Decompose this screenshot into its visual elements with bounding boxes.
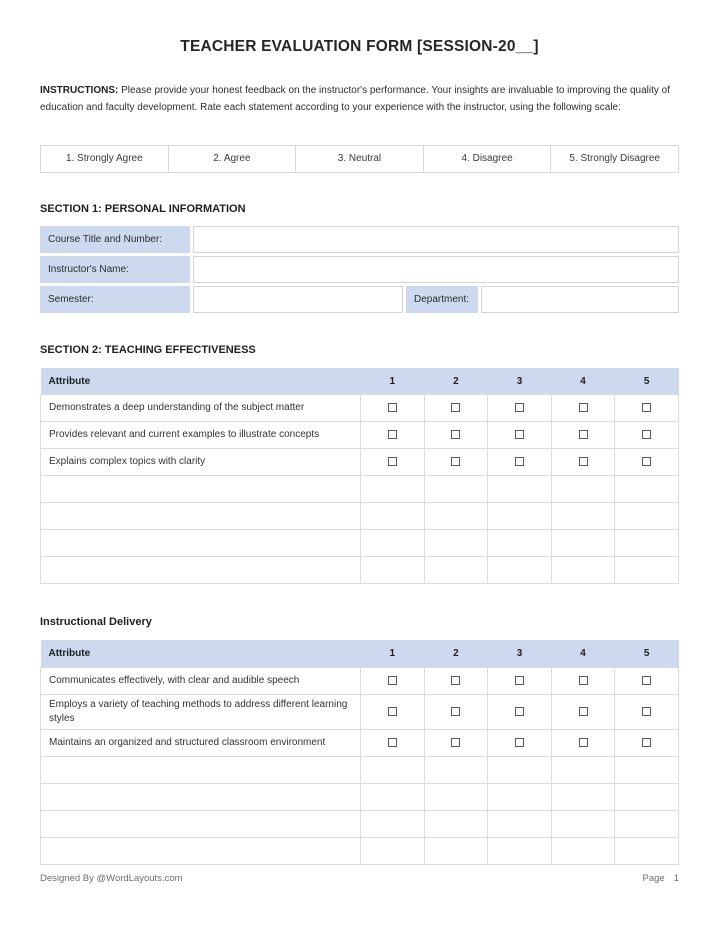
effectiveness-table — [40, 368, 679, 585]
rating-checkbox[interactable] — [388, 707, 397, 716]
empty-rating-cell[interactable] — [424, 756, 488, 783]
attribute-header: Attribute — [41, 368, 361, 395]
empty-row — [41, 557, 679, 584]
instructor-row — [40, 256, 679, 283]
rating-header-2: 2 — [424, 640, 488, 667]
rating-cell — [551, 422, 615, 449]
semester-field[interactable] — [193, 286, 403, 313]
rating-cell — [424, 422, 488, 449]
empty-row — [41, 503, 679, 530]
rating-checkbox[interactable] — [515, 676, 524, 685]
rating-checkbox[interactable] — [388, 738, 397, 747]
rating-scale-row — [41, 145, 679, 172]
attribute-row — [41, 395, 679, 422]
empty-attribute-cell[interactable] — [41, 530, 361, 557]
attribute-text: Demonstrates a deep understanding of the subject matter — [41, 395, 361, 422]
empty-rating-cell[interactable] — [361, 783, 425, 810]
empty-row — [41, 810, 679, 837]
rating-checkbox[interactable] — [642, 707, 651, 716]
attribute-row — [41, 694, 679, 729]
empty-rating-cell[interactable] — [361, 530, 425, 557]
form-title: TEACHER EVALUATION FORM [SESSION-20__] — [180, 38, 539, 55]
rating-checkbox[interactable] — [388, 430, 397, 439]
rating-cell — [615, 449, 679, 476]
rating-cell — [551, 694, 615, 729]
delivery-table — [40, 640, 679, 865]
department-field[interactable] — [481, 286, 679, 313]
empty-rating-cell[interactable] — [615, 503, 679, 530]
rating-checkbox[interactable] — [515, 430, 524, 439]
semester-label: Semester: — [40, 286, 190, 313]
empty-rating-cell[interactable] — [488, 837, 552, 864]
rating-cell — [488, 422, 552, 449]
rating-checkbox[interactable] — [579, 430, 588, 439]
rating-checkbox[interactable] — [579, 738, 588, 747]
attribute-text: Employs a variety of teaching methods to address different learning styles — [41, 694, 361, 729]
rating-checkbox[interactable] — [642, 457, 651, 466]
rating-checkbox[interactable] — [579, 403, 588, 412]
empty-rating-cell[interactable] — [615, 530, 679, 557]
section2-heading: SECTION 2: TEACHING EFFECTIVENESS — [40, 343, 256, 356]
page-number — [643, 873, 679, 884]
rating-checkbox[interactable] — [579, 457, 588, 466]
instructional-delivery-heading: Instructional Delivery — [40, 616, 152, 629]
rating-checkbox[interactable] — [451, 403, 460, 412]
empty-rating-cell[interactable] — [361, 557, 425, 584]
rating-header-1: 1 — [361, 368, 425, 395]
empty-rating-cell[interactable] — [488, 557, 552, 584]
rating-cell — [424, 729, 488, 756]
empty-rating-cell[interactable] — [615, 837, 679, 864]
rating-header-4: 4 — [551, 368, 615, 395]
attribute-row — [41, 729, 679, 756]
page-number-value: 1 — [673, 872, 679, 884]
attribute-text: Communicates effectively, with clear and audible speech — [41, 667, 361, 694]
page-label: Page — [642, 872, 665, 884]
rating-cell — [488, 694, 552, 729]
rating-cell — [361, 395, 425, 422]
rating-checkbox[interactable] — [515, 403, 524, 412]
rating-cell — [615, 395, 679, 422]
attribute-text: Provides relevant and current examples to illustrate concepts — [41, 422, 361, 449]
department-label: Department: — [406, 286, 478, 313]
empty-rating-cell[interactable] — [615, 756, 679, 783]
rating-checkbox[interactable] — [579, 676, 588, 685]
instructions-paragraph — [40, 82, 679, 117]
rating-header-3: 3 — [488, 368, 552, 395]
empty-attribute-cell[interactable] — [41, 503, 361, 530]
rating-cell — [361, 449, 425, 476]
rating-header-4: 4 — [551, 640, 615, 667]
rating-checkbox[interactable] — [515, 738, 524, 747]
empty-rating-cell[interactable] — [551, 503, 615, 530]
attribute-header: Attribute — [41, 640, 361, 667]
rating-checkbox[interactable] — [515, 457, 524, 466]
attribute-row — [41, 449, 679, 476]
rating-cell — [488, 395, 552, 422]
rating-cell — [488, 667, 552, 694]
course-title-label: Course Title and Number: — [40, 226, 190, 253]
attribute-row — [41, 422, 679, 449]
personal-info-table — [37, 223, 682, 316]
instructions-label: INSTRUCTIONS: — [40, 85, 119, 96]
scale-option-agree: 2. Agree — [168, 145, 296, 172]
instructions-text: Please provide your honest feedback on the instructor's performance. Your insights are invaluable to improving the quality of education and faculty development. Rate each statement according to your experience with the instructor, using the following scale: — [40, 85, 671, 114]
rating-cell — [551, 449, 615, 476]
empty-rating-cell[interactable] — [488, 756, 552, 783]
effectiveness-header-row — [41, 368, 679, 395]
rating-checkbox[interactable] — [579, 707, 588, 716]
empty-rating-cell[interactable] — [488, 783, 552, 810]
rating-scale-table — [40, 145, 679, 173]
empty-attribute-cell[interactable] — [41, 783, 361, 810]
rating-checkbox[interactable] — [388, 676, 397, 685]
rating-cell — [488, 729, 552, 756]
course-title-field[interactable] — [193, 226, 679, 253]
delivery-header-row — [41, 640, 679, 667]
rating-checkbox[interactable] — [451, 430, 460, 439]
attribute-text: Explains complex topics with clarity — [41, 449, 361, 476]
rating-cell — [615, 729, 679, 756]
empty-rating-cell[interactable] — [488, 530, 552, 557]
empty-rating-cell[interactable] — [551, 783, 615, 810]
semester-department-row — [40, 286, 679, 313]
empty-attribute-cell[interactable] — [41, 756, 361, 783]
empty-attribute-cell[interactable] — [41, 476, 361, 503]
rating-checkbox[interactable] — [642, 430, 651, 439]
empty-rating-cell[interactable] — [424, 837, 488, 864]
empty-rating-cell[interactable] — [361, 756, 425, 783]
empty-rating-cell[interactable] — [615, 783, 679, 810]
rating-cell — [361, 667, 425, 694]
empty-attribute-cell[interactable] — [41, 810, 361, 837]
rating-header-2: 2 — [424, 368, 488, 395]
instructor-name-field[interactable] — [193, 256, 679, 283]
rating-cell — [361, 694, 425, 729]
rating-cell — [424, 667, 488, 694]
section1-heading: SECTION 1: PERSONAL INFORMATION — [40, 202, 246, 215]
empty-rating-cell[interactable] — [551, 756, 615, 783]
rating-checkbox[interactable] — [451, 707, 460, 716]
scale-option-neutral: 3. Neutral — [296, 145, 424, 172]
rating-cell — [361, 422, 425, 449]
rating-checkbox[interactable] — [451, 676, 460, 685]
empty-rating-cell[interactable] — [488, 476, 552, 503]
empty-rating-cell[interactable] — [551, 557, 615, 584]
rating-checkbox[interactable] — [388, 457, 397, 466]
rating-cell — [551, 667, 615, 694]
empty-rating-cell[interactable] — [551, 476, 615, 503]
scale-option-strongly-disagree: 5. Strongly Disagree — [551, 145, 679, 172]
rating-header-5: 5 — [615, 640, 679, 667]
empty-row — [41, 837, 679, 864]
rating-cell — [424, 395, 488, 422]
rating-cell — [424, 449, 488, 476]
attribute-row — [41, 667, 679, 694]
scale-option-disagree: 4. Disagree — [423, 145, 551, 172]
rating-header-5: 5 — [615, 368, 679, 395]
empty-row — [41, 476, 679, 503]
empty-rating-cell[interactable] — [551, 837, 615, 864]
empty-row — [41, 783, 679, 810]
empty-rating-cell[interactable] — [424, 503, 488, 530]
empty-rating-cell[interactable] — [615, 810, 679, 837]
designed-by-credit: Designed By @WordLayouts.com — [40, 872, 183, 884]
rating-cell — [361, 729, 425, 756]
empty-rating-cell[interactable] — [361, 810, 425, 837]
rating-cell — [551, 729, 615, 756]
rating-cell — [551, 395, 615, 422]
empty-rating-cell[interactable] — [361, 476, 425, 503]
instructor-name-label: Instructor's Name: — [40, 256, 190, 283]
rating-checkbox[interactable] — [388, 403, 397, 412]
rating-checkbox[interactable] — [642, 676, 651, 685]
empty-rating-cell[interactable] — [551, 530, 615, 557]
empty-rating-cell[interactable] — [424, 810, 488, 837]
rating-cell — [615, 422, 679, 449]
rating-checkbox[interactable] — [515, 707, 524, 716]
rating-checkbox[interactable] — [642, 403, 651, 412]
page-footer — [40, 873, 679, 884]
rating-checkbox[interactable] — [451, 457, 460, 466]
empty-rating-cell[interactable] — [424, 476, 488, 503]
empty-rating-cell[interactable] — [424, 783, 488, 810]
rating-cell — [615, 667, 679, 694]
scale-option-strongly-agree: 1. Strongly Agree — [41, 145, 169, 172]
empty-row — [41, 530, 679, 557]
empty-row — [41, 756, 679, 783]
empty-rating-cell[interactable] — [488, 810, 552, 837]
empty-rating-cell[interactable] — [615, 557, 679, 584]
course-row — [40, 226, 679, 253]
rating-cell — [488, 449, 552, 476]
empty-rating-cell[interactable] — [361, 503, 425, 530]
rating-checkbox[interactable] — [451, 738, 460, 747]
empty-rating-cell[interactable] — [615, 476, 679, 503]
empty-rating-cell[interactable] — [361, 837, 425, 864]
rating-cell — [615, 694, 679, 729]
empty-rating-cell[interactable] — [424, 530, 488, 557]
rating-cell — [424, 694, 488, 729]
empty-attribute-cell[interactable] — [41, 837, 361, 864]
empty-rating-cell[interactable] — [424, 557, 488, 584]
rating-header-1: 1 — [361, 640, 425, 667]
attribute-text: Maintains an organized and structured classroom environment — [41, 729, 361, 756]
rating-checkbox[interactable] — [642, 738, 651, 747]
rating-header-3: 3 — [488, 640, 552, 667]
empty-attribute-cell[interactable] — [41, 557, 361, 584]
empty-rating-cell[interactable] — [551, 810, 615, 837]
empty-rating-cell[interactable] — [488, 503, 552, 530]
